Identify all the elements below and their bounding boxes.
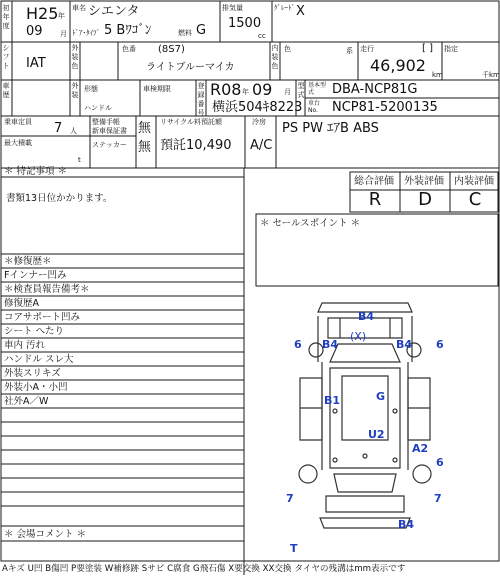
grade-label: ｸﾞﾚｰﾄﾞ <box>274 4 295 12</box>
interior-rating-label: 内装評価 <box>454 176 494 187</box>
damage-mark: B4 <box>358 310 375 323</box>
displacement-unit: cc <box>258 32 266 40</box>
sticker-value: 無 <box>138 140 152 155</box>
inspector-note-item: 外装スリキズ <box>4 368 61 379</box>
inspector-note-item: コアサポート凹み <box>4 312 81 323</box>
model-label: 型式 <box>297 82 305 99</box>
sticker-label: ステッカー <box>92 141 127 149</box>
inspector-note-item: シート へたり <box>4 326 65 337</box>
model-sub-label: 基本型式 <box>308 82 327 96</box>
history-label: 車歴 <box>2 82 10 99</box>
inspection-month: 09 <box>252 80 273 99</box>
inspector-note-item: ハンドル スレ大 <box>4 354 74 365</box>
overall-rating: R <box>368 189 382 210</box>
max-load-label: 最大積載 <box>4 139 32 147</box>
recycle-fee: 預託10,490 <box>160 138 232 153</box>
damage-mark: A2 <box>412 442 429 455</box>
chassis-label: 車台No. <box>308 100 321 114</box>
damage-mark: T <box>290 542 298 555</box>
exterior-rating-label: 外装評価 <box>404 176 444 187</box>
mileage-unit: km <box>432 71 443 79</box>
interior-color-code-label: 色 <box>284 45 291 53</box>
capacity: 7 <box>54 121 63 136</box>
mileage-unit-thousand: 千km <box>482 71 500 79</box>
displacement-label: 排気量 <box>222 4 243 12</box>
car-name-label: 車名 <box>72 4 86 12</box>
model-code: DBA-NCP81G <box>332 82 418 97</box>
color-name: ライトブルーマイカ <box>146 62 235 73</box>
inspection-era: R08 <box>210 80 242 99</box>
equipment: PS PW ｴｱB ABS <box>282 121 379 136</box>
color-code-label: 色番 <box>122 45 136 53</box>
damage-mark: U2 <box>368 428 385 441</box>
month-unit: 月 <box>60 30 67 38</box>
outer-label: 外装 <box>71 82 79 99</box>
damage-mark: B4 <box>398 518 415 531</box>
first-registration-month: 09 <box>26 24 43 39</box>
mileage: 46,902 <box>370 56 426 75</box>
recycle-label: リサイクル料預託額 <box>160 118 223 126</box>
inspection-label: 車検期限 <box>143 85 171 93</box>
ac-label: 冷房 <box>252 118 266 126</box>
damage-mark: 7 <box>434 492 442 505</box>
mileage-bracket: [ ] <box>422 43 433 54</box>
repair-history-title: ＊修復歴＊ <box>4 256 52 267</box>
damage-mark: 7 <box>286 492 294 505</box>
damage-mark: B1 <box>324 394 341 407</box>
door-type-label: ﾄﾞｱ･ﾀｲﾌﾟ <box>72 29 100 37</box>
warranty-label: 整備手帳 <box>92 118 120 126</box>
warranty-value: 無 <box>138 121 152 136</box>
damage-mark: G <box>376 390 386 403</box>
inspector-note-item: 外装小A・小凹 <box>4 382 68 393</box>
sales-point-title: ＊ セールスポイント ＊ <box>260 218 361 229</box>
overall-rating-label: 総合評価 <box>354 176 394 187</box>
form-label: 形態 <box>84 85 98 93</box>
exterior-rating: D <box>418 189 432 210</box>
inspector-note-item: 修復歴A <box>4 298 39 309</box>
year-unit: 年 <box>58 12 65 20</box>
chassis-number: NCP81-5200135 <box>332 100 438 115</box>
warranty-sub-label: 新車保証書 <box>92 127 127 135</box>
interior-color-label: 内装色 <box>271 44 279 70</box>
handle-label: ハンドル <box>84 104 112 112</box>
interior-color-suffix: 系 <box>346 47 353 55</box>
fuel-label: 燃料 <box>178 29 192 37</box>
license-plate: 横浜504ｷ8223 <box>212 100 303 115</box>
legend-text: Aキズ U凹 B傷凹 P要塗装 W補修跡 Sサビ C腐食 G飛石傷 X要交換 XX交換 タイヤの残溝はmm表示です <box>2 564 406 574</box>
inspector-notes-title: ＊検査員報告備考＊ <box>4 284 90 295</box>
max-load-unit: t <box>78 156 81 164</box>
registration-label: 登録番号 <box>197 82 205 117</box>
damage-mark: 6 <box>436 338 444 351</box>
repair-item: Fインナー凹み <box>4 270 67 281</box>
displacement: 1500 <box>228 16 262 31</box>
venue-comment-title: ＊ 会場コメント ＊ <box>4 529 87 540</box>
capacity-unit: 人 <box>70 127 77 135</box>
ac-value: A/C <box>250 138 273 153</box>
check-label: 指定 <box>444 45 458 53</box>
damage-mark: (X) <box>350 330 367 343</box>
special-notes-title: ＊ 特記事項 ＊ <box>4 166 68 177</box>
damage-mark: B4 <box>396 338 413 351</box>
fuel: G <box>196 23 207 38</box>
year-label: 初年度 <box>2 4 10 30</box>
inspector-note-item: 車内 汚れ <box>4 340 46 351</box>
car-name: シエンタ <box>88 4 140 19</box>
shift: IAT <box>26 56 46 71</box>
door-type: 5 Bﾜｺﾞﾝ <box>104 23 152 38</box>
inspection-year-unit: 年 <box>242 88 249 96</box>
first-registration-year: H25 <box>26 4 59 23</box>
mileage-label: 走行 <box>360 45 374 53</box>
grade: X <box>296 4 305 19</box>
damage-mark: B4 <box>322 338 339 351</box>
damage-mark: 6 <box>436 456 444 469</box>
interior-rating: C <box>468 189 482 210</box>
inspector-note-item: 社外A／W <box>4 396 49 407</box>
damage-mark: 6 <box>294 338 302 351</box>
special-notes-text: 書類13日位かかります。 <box>6 193 113 204</box>
color-code: (8S7) <box>158 44 185 55</box>
inspection-month-unit: 月 <box>284 88 291 96</box>
capacity-label: 乗車定員 <box>4 118 32 126</box>
exterior-color-label: 外装色 <box>71 44 79 70</box>
shift-label: シフト <box>2 44 10 70</box>
